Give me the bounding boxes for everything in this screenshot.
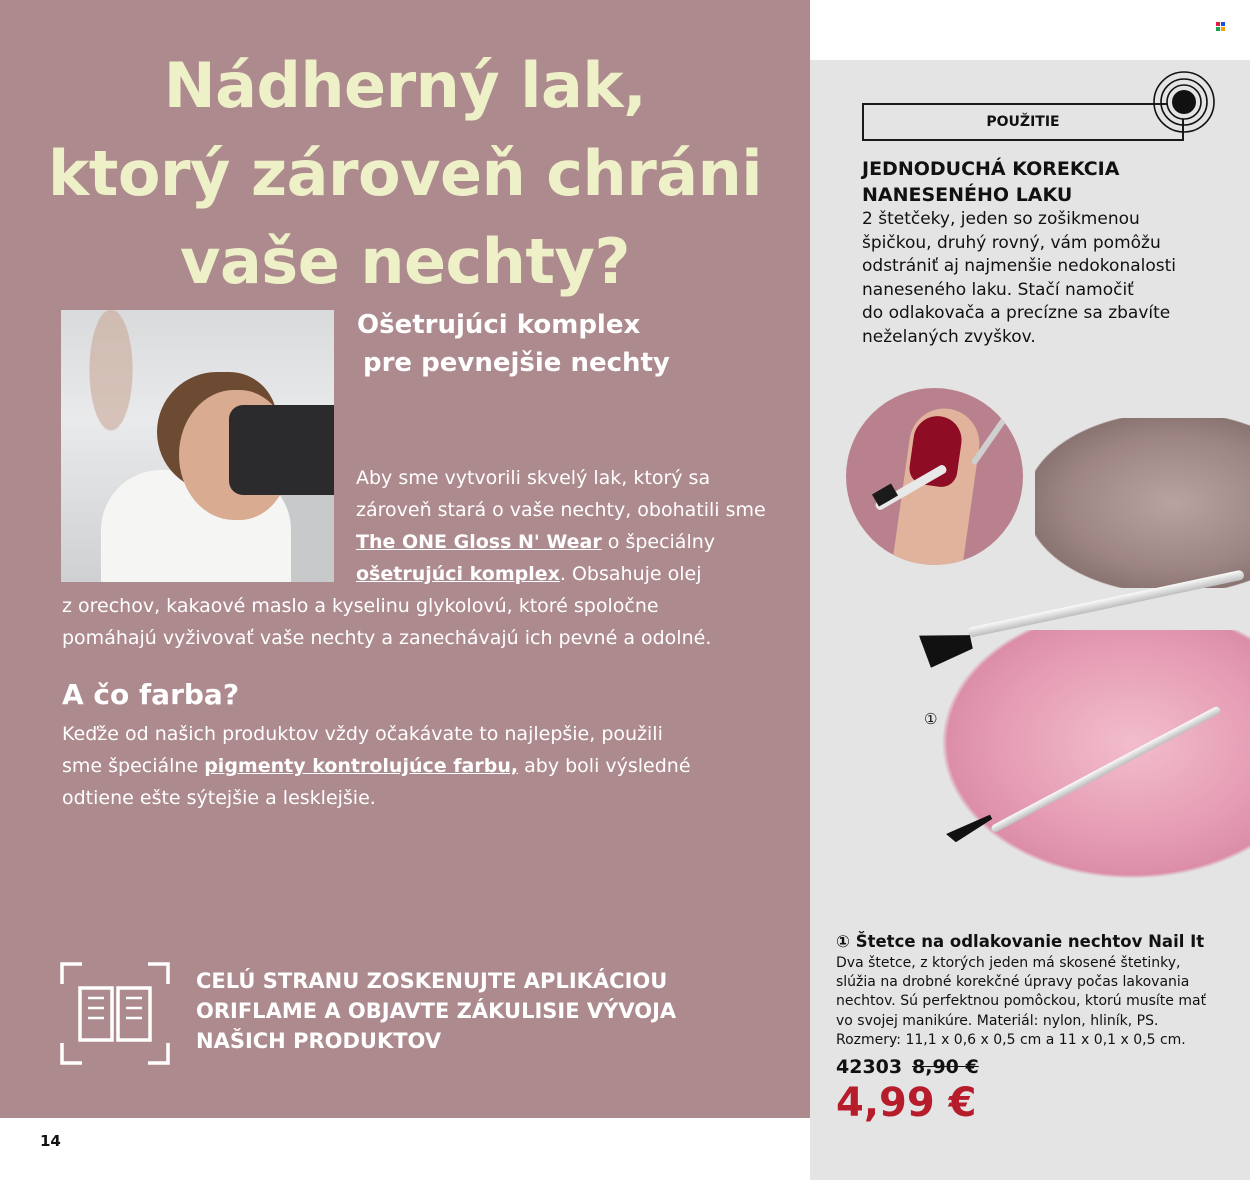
glitter-polish-swatch: [1035, 418, 1250, 588]
usage-line: špičkou, druhý rovný, vám pomôžu: [862, 232, 1161, 253]
usage-line: 2 štetčeky, jeden so zošikmenou: [862, 209, 1140, 229]
color-line-1: Keďže od našich produktov vždy očakávate to najlepšie, použili: [62, 723, 663, 745]
complex-title-line-2: pre pevnejšie nechty: [363, 348, 670, 378]
pigment-link[interactable]: pigmenty kontrolujúce farbu,: [204, 755, 519, 777]
complex-line-1: Aby sme vytvorili skvelý lak, ktorý sa: [356, 467, 711, 489]
complex-line-4: [356, 558, 766, 590]
usage-line: neželaných zvyškov.: [862, 326, 1036, 347]
complex-line-2: zároveň stará o vaše nechty, obohatili sme: [356, 499, 766, 521]
product-line: nechtov. Sú perfektnou pomôckou, ktorú musíte mať: [836, 993, 1207, 1010]
complex-line-5: z orechov, kakaové maslo a kyselinu glykolovú, ktoré spoločne: [62, 595, 659, 617]
complex-title: [357, 306, 670, 382]
product-link[interactable]: The ONE Gloss N' Wear: [356, 531, 602, 553]
usage-line: do odlakovača a precízne sa zbavíte: [862, 303, 1171, 323]
usage-description: [862, 208, 1176, 349]
scan-line-3: NAŠICH PRODUKTOV: [196, 1029, 442, 1053]
complex-title-line-1: Ošetrujúci komplex: [357, 310, 641, 340]
color-line-3: odtiene ešte sýtejšie a lesklejšie.: [62, 787, 376, 809]
product-line: vo svojej manikúre. Materiál: nylon, hliník, PS.: [836, 1012, 1159, 1029]
product-code: 42303: [836, 1056, 903, 1078]
pink-polish-swatch: [940, 630, 1250, 880]
usage-title: [862, 156, 1119, 208]
color-line-2-post: aby boli výsledné: [518, 755, 691, 777]
new-price: 4,99 €: [836, 1080, 977, 1126]
color-line-2-pre: sme špeciálne: [62, 755, 205, 777]
usage-title-line-1: JEDNODUCHÁ KOREKCIA: [862, 158, 1120, 180]
lab-scientist-photo: [61, 310, 334, 582]
complex-paragraph-right: [356, 462, 766, 590]
scan-instructions: [196, 966, 676, 1056]
headline-line-1: Nádherný lak,: [163, 49, 647, 122]
target-circle-icon: [1152, 70, 1216, 134]
scan-line-2: ORIFLAME A OBJAVTE ZÁKULISIE VÝVOJA: [196, 999, 677, 1023]
color-paragraph: [62, 718, 691, 814]
page-headline: [0, 42, 810, 306]
complex-line-3: [356, 526, 766, 558]
scan-line-1: CELÚ STRANU ZOSKENUJTE APLIKÁCIOU: [196, 969, 668, 993]
brand-dot-icon: [1216, 22, 1225, 31]
product-line: slúžia na drobné korekčné úpravy počas lakovania: [836, 974, 1190, 991]
usage-label: POUŽITIE: [862, 103, 1184, 141]
headline-line-2: ktorý zároveň chráni: [47, 137, 763, 210]
old-price: 8,90 €: [912, 1056, 979, 1078]
complex-link[interactable]: ošetrujúci komplex: [356, 563, 560, 585]
scan-book-icon[interactable]: [60, 962, 170, 1065]
usage-line: odstrániť aj najmenšie nedokonalosti: [862, 256, 1177, 276]
nail-correction-image: [846, 388, 1023, 565]
product-description: [836, 954, 1206, 1050]
page-number: 14: [40, 1132, 61, 1150]
product-line: Rozmery: 11,1 x 0,6 x 0,5 cm a 11 x 0,1 x 0,5 cm.: [836, 1031, 1186, 1048]
product-marker: ①: [924, 710, 938, 728]
color-title: A čo farba?: [62, 678, 240, 711]
product-title: ① Štetce na odlakovanie nechtov Nail It: [836, 932, 1205, 951]
complex-line-3-rest: o špeciálny: [601, 531, 716, 553]
usage-line: naneseného laku. Stačí namočiť: [862, 279, 1134, 300]
color-line-2: [62, 750, 691, 782]
usage-title-line-2: NANESENÉHO LAKU: [862, 184, 1073, 206]
complex-line-4-rest: . Obsahuje olej: [559, 563, 702, 585]
headline-line-3: vaše nechty?: [180, 225, 630, 298]
product-line: Dva štetce, z ktorých jeden má skosené štetinky,: [836, 955, 1181, 971]
complex-paragraph-full: [62, 590, 711, 654]
complex-line-6: pomáhajú vyživovať vaše nechty a zanechávajú ich pevné a odolné.: [62, 627, 712, 649]
